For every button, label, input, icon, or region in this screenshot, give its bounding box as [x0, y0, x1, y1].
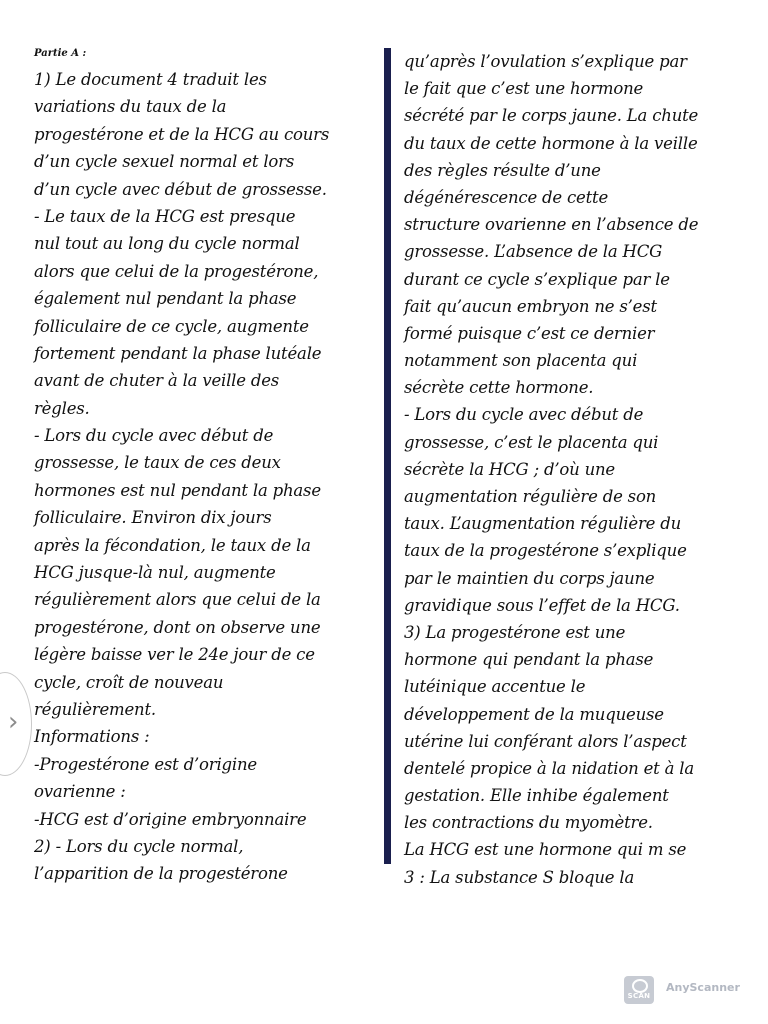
text-line: folliculaire de ce cycle, augmente [34, 316, 309, 336]
text-line: 1) Le document 4 traduit les [34, 70, 267, 89]
text-line: grossesse. L’absence de la HCG [404, 242, 663, 262]
anyscanner-watermark [624, 974, 754, 1004]
text-line: Informations : [34, 727, 150, 747]
text-line: d’un cycle sexuel normal et lors [34, 152, 295, 172]
chevron-right-icon: › [8, 707, 19, 737]
text-line: règles. [34, 398, 90, 418]
text-line: dentelé propice à la nidation et à la [404, 758, 695, 778]
next-page-button[interactable] [0, 672, 32, 776]
text-line: ovarienne : [34, 782, 126, 802]
text-line: progestérone et de la HCG au cours [34, 124, 330, 144]
text-line: fait qu’aucun embryon ne s’est [404, 296, 657, 316]
text-line: hormones est nul pendant la phase [34, 480, 321, 500]
text-line: notamment son placenta qui [404, 351, 638, 371]
text-line: après la fécondation, le taux de la [34, 535, 311, 555]
text-line: gravidique sous l’effet de la HCG. [404, 595, 680, 615]
text-line: -HCG est d’origine embryonnaire [34, 809, 307, 829]
text-line: les contractions du myomètre. [404, 813, 653, 833]
text-line: durant ce cycle s’explique par le [404, 269, 670, 289]
text-line: le fait que c’est une hormone [404, 79, 644, 99]
text-line: augmentation régulière de son [404, 487, 657, 506]
text-line: gestation. Elle inhibe également [404, 786, 669, 806]
text-line: utérine lui conférant alors l’aspect [404, 731, 687, 751]
text-line: - Lors du cycle avec début de [404, 405, 644, 425]
text-line: hormone qui pendant la phase [404, 650, 654, 670]
text-line: sécrète la HCG ; d’où une [404, 459, 615, 479]
text-line: taux de la progestérone s’explique [404, 541, 687, 561]
text-line: alors que celui de la progestérone, [34, 261, 319, 281]
text-line: avant de chuter à la veille des [34, 371, 280, 391]
text-line: progestérone, dont on observe une [34, 617, 321, 637]
text-line: cycle, croît de nouveau [34, 672, 224, 692]
text-line: des règles résulte d’une [404, 160, 601, 180]
text-line: grossesse, le taux de ces deux [34, 453, 281, 473]
left-column [34, 44, 382, 888]
text-line: légère baisse ver le 24e jour de ce [34, 645, 315, 665]
camera-lens-icon [632, 979, 648, 993]
text-line: nul tout au long du cycle normal [34, 234, 300, 254]
text-line: - Lors du cycle avec début de [34, 426, 274, 446]
text-line: régulièrement alors que celui de la [34, 590, 321, 610]
text-line: dégénérescence de cette [404, 187, 609, 207]
right-column-text [404, 48, 752, 891]
scanner-logo [624, 976, 654, 1004]
text-line: sécrète cette hormone. [404, 378, 594, 398]
section-heading: Partie A : [34, 48, 87, 59]
text-line: 2) - Lors du cycle normal, [34, 836, 244, 856]
text-line: folliculaire. Environ dix jours [34, 508, 272, 528]
text-line: HCG jusque-là nul, augmente [34, 563, 276, 583]
text-line: l’apparition de la progestérone [34, 864, 288, 884]
text-line: par le maintien du corps jaune [404, 568, 655, 588]
text-line: développement de la muqueuse [404, 704, 664, 724]
text-line: - Le taux de la HCG est presque [34, 206, 296, 226]
right-column [404, 48, 752, 891]
text-line: -Progestérone est d’origine [34, 754, 257, 774]
text-line: qu’après l’ovulation s’explique par [404, 52, 687, 71]
text-line: également nul pendant la phase [34, 289, 297, 309]
text-line: d’un cycle avec début de grossesse. [34, 179, 327, 199]
text-line: structure ovarienne en l’absence de [404, 215, 699, 235]
scanner-logo-label: SCAN [627, 992, 651, 1000]
text-line: grossesse, c’est le placenta qui [404, 432, 659, 452]
text-line: taux. L’augmentation régulière du [404, 514, 682, 534]
text-line: La HCG est une hormone qui m se [404, 840, 687, 860]
text-line: formé puisque c’est ce dernier [404, 323, 655, 343]
text-line: du taux de cette hormone à la veille [404, 133, 698, 153]
text-line: lutéinique accentue le [404, 677, 586, 697]
text-line: variations du taux de la [34, 97, 227, 117]
text-line: 3) La progestérone est une [404, 622, 626, 642]
text-line: sécrété par le corps jaune. La chute [404, 106, 699, 126]
text-line: régulièrement. [34, 699, 156, 719]
text-line: 3 : La substance S bloque la [404, 867, 635, 887]
scanner-app-name: AnyScanner [666, 981, 740, 994]
column-divider [384, 48, 391, 864]
text-line: fortement pendant la phase lutéale [34, 343, 322, 363]
left-column-text [34, 66, 382, 888]
